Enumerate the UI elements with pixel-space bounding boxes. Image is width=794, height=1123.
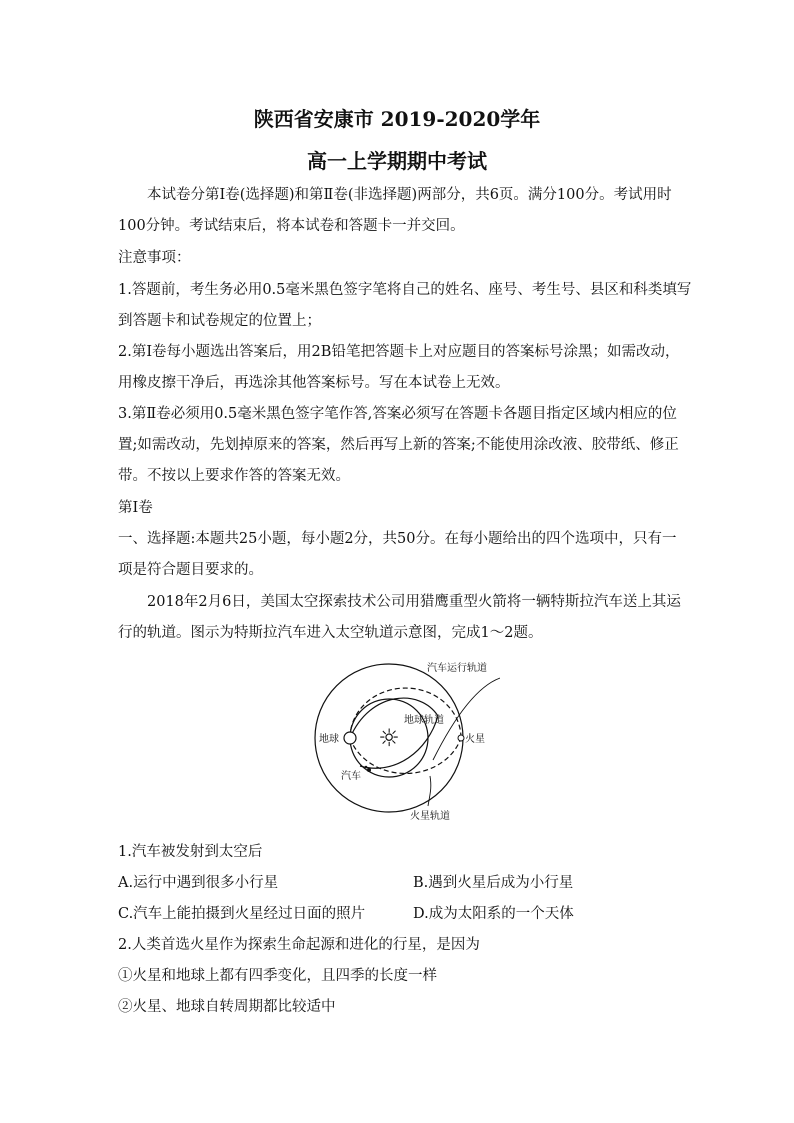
q1-option-b: B.遇到火星后成为小行星 — [413, 875, 574, 891]
exam-title-line1: 陕西省安康市 2019-2020学年 — [253, 107, 541, 131]
q1-option-a: A.运行中遇到很多小行星 — [118, 875, 279, 891]
notice-heading: 注意事项： — [118, 250, 191, 266]
label-mars-orbit: 火星轨道 — [410, 811, 450, 822]
intro-line1: 本试卷分第Ⅰ卷(选择题)和第Ⅱ卷(非选择题)两部分，共6页。满分100分。考试用时 — [147, 187, 672, 203]
notice-item2-line1: 2.第Ⅰ卷每小题选出答案后，用2B铅笔把答题卡上对应题目的答案标号涂黑；如需改动， — [118, 344, 680, 360]
q1-option-d: D.成为太阳系的一个天体 — [413, 906, 574, 922]
notice-item2-line2: 用橡皮擦干净后，再选涂其他答案标号。写在本试卷上无效。 — [118, 375, 510, 391]
mars-orbit-leader — [428, 776, 431, 806]
car-orbit-lower-dashed — [350, 738, 461, 773]
passage-line2: 行的轨道。图示为特斯拉汽车进入太空轨道示意图，完成1～2题。 — [118, 625, 543, 641]
label-earth-orbit: 地球轨道 — [404, 715, 444, 726]
q1-option-c: C.汽车上能拍摄到火星经过日面的照片 — [118, 906, 366, 922]
exam-title-line2: 高一上学期期中考试 — [307, 149, 487, 173]
q2-stem: 2.人类首选火星作为探索生命起源和进化的行星，是因为 — [118, 937, 480, 953]
label-earth: 地球 — [319, 734, 339, 745]
notice-item1-line1: 1.答题前，考生务必用0.5毫米黑色签字笔将自己的姓名、座号、考生号、县区和科类填写 — [118, 282, 692, 298]
section-instr-line1: 一、选择题:本题共25小题，每小题2分，共50分。在每小题给出的四个选项中，只有一 — [118, 531, 677, 547]
notice-item3-line2: 置;如需改动，先划掉原来的答案，然后再写上新的答案;不能使用涂改液、胶带纸、修正 — [118, 437, 679, 453]
section-instr-line2: 项是符合题目要求的。 — [118, 562, 263, 578]
notice-item3-line1: 3.第Ⅱ卷必须用0.5毫米黑色签字笔作答,答案必须写在答题卡各题目指定区域内相应的位 — [118, 406, 677, 422]
label-car-orbit: 汽车运行轨道 — [427, 663, 487, 674]
q1-stem: 1.汽车被发射到太空后 — [118, 844, 263, 860]
passage-line1: 2018年2月6日，美国太空探索技术公司用猎鹰重型火箭将一辆特斯拉汽车送上其运 — [147, 594, 681, 610]
notice-item1-line2: 到答题卡和试卷规定的位置上； — [118, 313, 321, 329]
orbit-diagram — [300, 656, 500, 826]
label-mars: 火星 — [465, 734, 485, 745]
mars-marker — [458, 735, 464, 741]
section-label: 第Ⅰ卷 — [118, 500, 153, 516]
earth-marker — [344, 732, 356, 744]
notice-item3-line3: 带。不按以上要求作答的答案无效。 — [118, 468, 350, 484]
intro-line2: 100分钟。考试结束后，将本试卷和答题卡一并交回。 — [118, 218, 465, 234]
sun-icon: ☼ — [378, 724, 400, 752]
q2-option-2: ②火星、地球自转周期都比较适中 — [118, 999, 336, 1015]
label-car: 汽车 — [341, 771, 361, 782]
q2-option-1: ①火星和地球上都有四季变化，且四季的长度一样 — [118, 968, 437, 984]
